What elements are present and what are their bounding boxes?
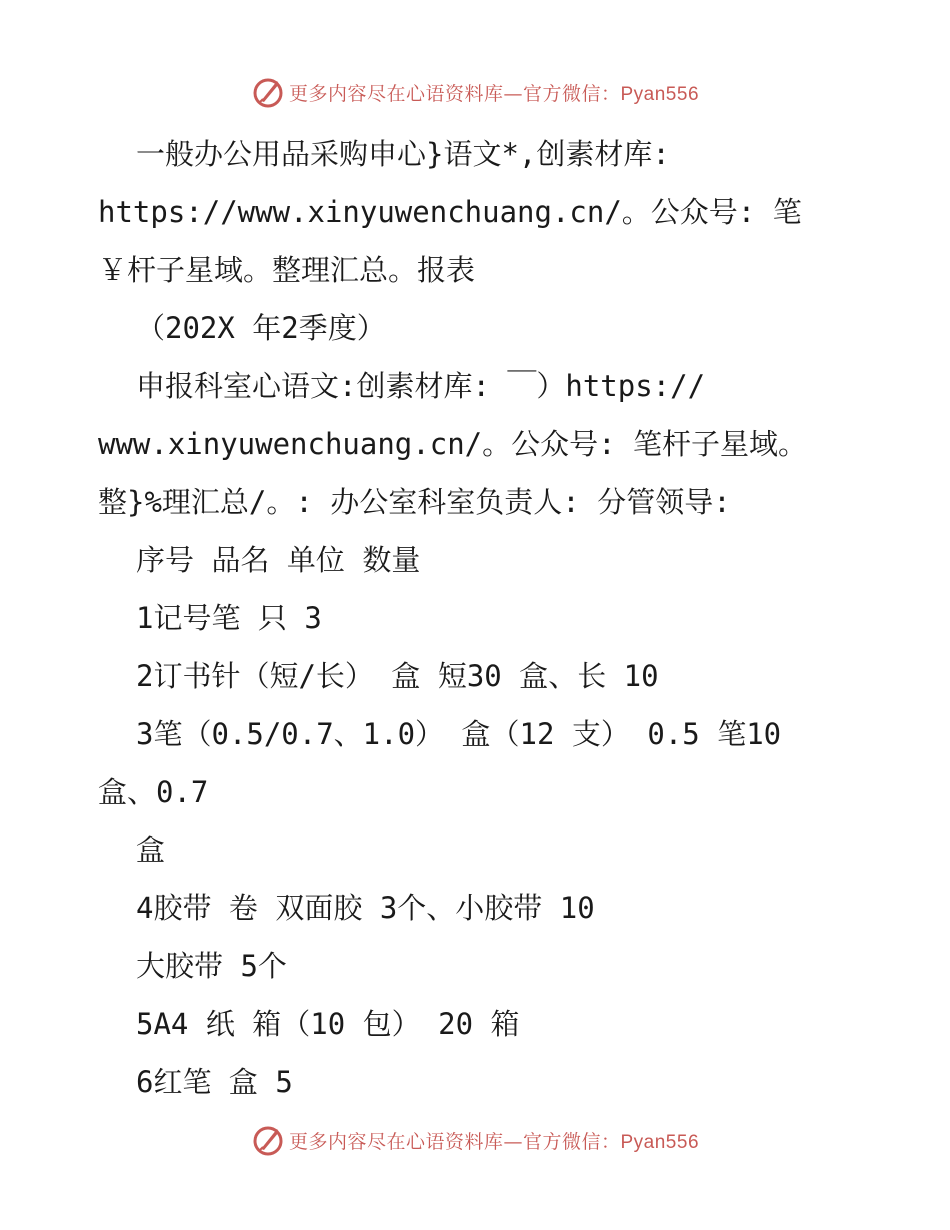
header-banner — [0, 70, 950, 114]
text-line: 申报科室心语文:创素材库: ￣）https:// — [136, 369, 706, 403]
footer-banner — [0, 1118, 950, 1162]
text-line: ￥杆子星域。整理汇总。报表 — [98, 253, 476, 287]
text-line: https://www.xinyuwenchuang.cn/。公众号: 笔 — [98, 195, 802, 229]
text-line: 一般办公用品采购申心}语文*,创素材库: — [136, 137, 670, 171]
text-line: 盒、0.7 — [98, 775, 209, 809]
text-line: 1记号笔 只 3 — [136, 601, 322, 635]
text-line: 盒 — [136, 833, 166, 867]
text-line: （202X 年2季度） — [136, 311, 386, 345]
banner-text: 更多内容尽在心语资料库—官方微信：Pyan556 — [288, 82, 700, 105]
text-line: 整}%理汇总/。: 办公室科室负责人: 分管领导: — [98, 485, 731, 519]
banner-text: 更多内容尽在心语资料库—官方微信：Pyan556 — [288, 1130, 700, 1153]
text-line: 2订书针（短/长） 盒 短30 盒、长 10 — [136, 659, 659, 693]
text-line: 序号 品名 单位 数量 — [136, 543, 421, 577]
document-body — [98, 125, 858, 1111]
text-line: 大胶带 5个 — [136, 949, 287, 983]
quill-logo-icon — [251, 1123, 285, 1157]
text-line: 5A4 纸 箱（10 包） 20 箱 — [136, 1007, 520, 1041]
text-line: 3笔（0.5/0.7、1.0） 盒（12 支） 0.5 笔10 — [136, 717, 782, 751]
quill-logo-icon — [251, 75, 285, 109]
text-line: 4胶带 卷 双面胶 3个、小胶带 10 — [136, 891, 595, 925]
text-line: 6红笔 盒 5 — [136, 1065, 293, 1099]
text-line: www.xinyuwenchuang.cn/。公众号: 笔杆子星域。 — [98, 427, 808, 461]
